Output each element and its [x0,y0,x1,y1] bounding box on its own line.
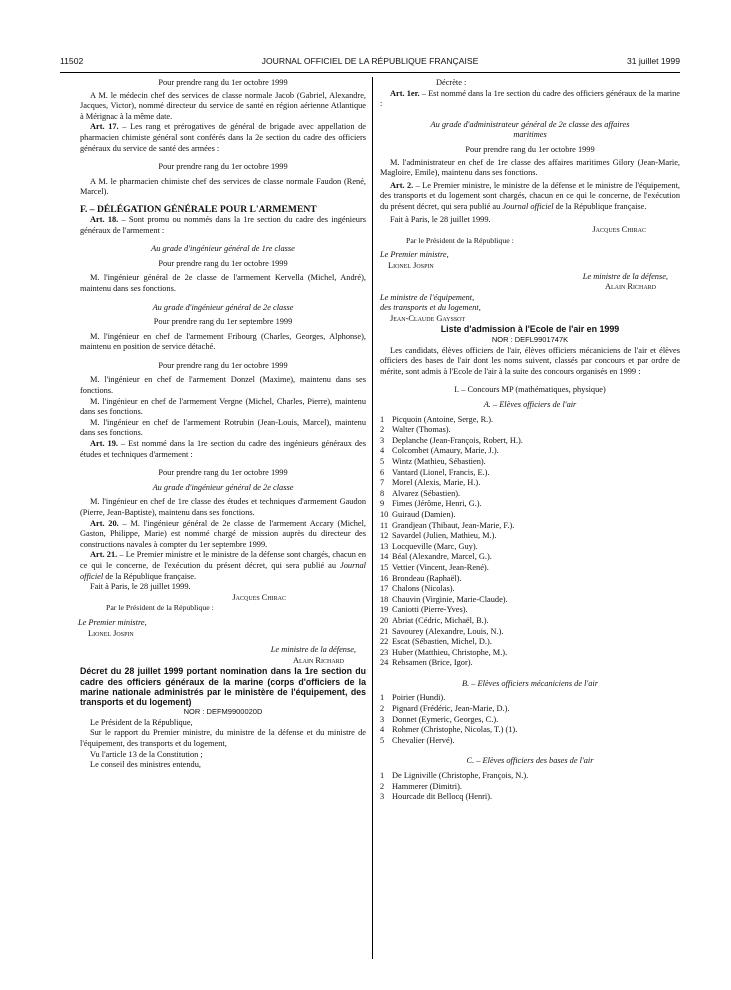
rank-number: 23 [380,647,389,657]
rang-line: Pour prendre rang du 1er septembre 1999 [153,317,293,327]
rank-number: 12 [380,531,389,541]
candidate-name: Chauvin (Virginie, Marie-Claude). [392,594,508,604]
list-item [380,771,680,782]
candidate-name: Savourey (Alexandre, Louis, N.). [392,626,504,636]
rang-line: Pour prendre rang du 1er octobre 1999 [158,468,288,478]
article-text: – Le Premier ministre, le ministre de la défense et le ministre de l'équipement, des transports et du logement sont chargés, chacun en ce qui le concerne, de l'exécution du présent décret, qui sera publié au [380,180,680,211]
paragraph-fribourg: M. l'ingénieur en chef de l'armement Fribourg (Charles, Georges, Alphonse), maintenu en position de service détaché. [80,331,366,352]
fait-line: Fait à Paris, le 28 juillet 1999. [390,214,491,224]
list-item [380,510,680,521]
candidate-name: Picquoin (Antoine, Serge, R.). [392,414,494,424]
fait-line: Fait à Paris, le 28 juillet 1999. [90,582,191,592]
liste-title: Liste d'admission à l'Ecole de l'air en 1999 [440,324,620,335]
rank-number: 16 [380,573,389,583]
list-item [380,425,680,436]
rank-number: 11 [380,520,389,530]
paragraph-president: Le Président de la République, [90,717,193,727]
page-number: 11502 [60,56,84,66]
grade-heading: Au grade d'ingénieur général de 1re classe [151,244,295,254]
journal-officiel-ref: Journal officiel [502,201,554,211]
rang-line: Pour prendre rang du 1er octobre 1999 [158,360,288,370]
article-text: – Le Premier ministre et le ministre de la défense sont chargés, chacun en ce qui le concerne, de l'exécution du présent décret, qui sera publié au [80,550,366,570]
paragraph-rotrubin: M. l'ingénieur en chef de l'armement Rotrubin (Jean-Louis, Marcel), maintenu dans ses fonctions. [80,417,366,438]
paragraph-vergne: M. l'ingénieur en chef de l'armement Vergne (Michel, Charles, Pierre), maintenu dans ses fonctions. [80,396,366,417]
list-item [380,499,680,510]
pm-title: Le Premier ministre, [78,617,147,627]
rank-number: 6 [380,467,385,477]
article-21 [80,550,366,582]
list-item [380,415,680,426]
candidate-name: Alvarez (Sébastien). [392,488,461,498]
decree-nor: NOR : DEFM9900020D [183,707,263,717]
article-label: Art. 17. [90,122,119,132]
par-president: Par le Président de la République : [106,603,214,613]
section-heading-f: F. – DÉLÉGATION GÉNÉRALE POUR L'ARMEMENT [80,203,317,215]
defense-title: Le ministre de la défense, [582,271,668,281]
rank-number: 17 [380,584,389,594]
issue-date: 31 juillet 1999 [626,56,680,66]
article-label: Art. 19. [90,439,118,449]
candidate-name: Deplanche (Jean-François, Robert, H.). [392,435,523,445]
equipement-title-2: des transports et du logement, [380,303,481,313]
candidate-name: Rohmer (Christophe, Nicolas, T.) (1). [392,725,518,735]
candidate-name: Savardel (Julien, Mathieu, M.). [392,531,497,541]
candidate-name: Rebsamen (Brice, Igor). [392,658,473,668]
list-item [380,446,680,457]
article-text: – Est nommé dans la 1re section du cadre des ingénieurs généraux des études et techniques d'armement : [80,439,367,459]
rang-line: Pour prendre rang du 1er octobre 1999 [158,162,288,172]
rank-number: 14 [380,552,389,562]
list-item [380,616,680,627]
rank-number: 5 [380,457,385,466]
list-item [380,715,680,726]
candidate-name: Hourcade dit Bellocq (Henri). [392,792,493,802]
article-19 [80,439,366,460]
rank-number: 18 [380,594,389,604]
candidate-name: Guiraud (Damien). [392,509,456,519]
rank-number: 4 [380,725,385,735]
list-item [380,521,680,532]
rank-number: 8 [380,488,385,498]
paragraph-donzel: M. l'ingénieur en chef de l'armement Donzel (Maxime), maintenu dans ses fonctions. [80,375,366,396]
left-column [80,78,366,771]
concours-title: I. – Concours MP (mathématiques, physique) [454,385,606,395]
rang-line: Pour prendre rang du 1er octobre 1999 [465,144,595,154]
list-item [380,584,680,595]
article-label: Art. 20. [90,518,119,528]
candidate-name: Abriat (Cédric, Michaël, B.). [392,615,489,625]
paragraph-jacob: A M. le médecin chef des services de classe normale Jacob (Gabriel, Alexandre, Jacques, Victor), nommé directeur du service de santé en région aérienne Atlantique à Mérignac à la même date. [80,90,366,121]
article-17 [80,122,366,154]
pm-name: Lionel Jospin [88,628,134,638]
list-item [380,552,680,563]
right-column [380,78,680,803]
pm-name: Lionel Jospin [388,260,434,270]
candidate-name: Grandjean (Thibaut, Jean-Marie, F.). [392,520,515,530]
page-header [60,56,680,70]
candidate-name: Wintz (Mathieu, Sébastien). [392,457,486,466]
list-item [380,468,680,479]
rank-number: 21 [380,626,389,636]
candidate-name: Morel (Alexis, Marie, H.). [392,478,481,488]
article-text-end: de la République française. [103,571,197,581]
paragraph-kervella: M. l'ingénieur général de 2e classe de l'armement Kervella (Michel, André), maintenu dans ses fonctions. [80,273,366,293]
rank-number: 22 [380,637,389,647]
list-item [380,627,680,638]
candidate-name: Chalons (Nicolas). [392,584,455,594]
rank-number: 15 [380,562,389,572]
rank-number: 1 [380,771,385,781]
article-20 [80,519,366,551]
candidate-name: Colcombet (Amaury, Marie, J.). [392,446,499,456]
article-2 [380,181,680,213]
category-heading-c: C. – Elèves officiers des bases de l'air [466,756,594,766]
decrete: Décrète : [436,78,467,87]
rank-number: 13 [380,541,389,551]
rank-number: 3 [380,435,385,445]
paragraph-gilory: M. l'administrateur en chef de 1re classe des affaires maritimes Gilory (Jean-Marie, Magloire, Emile), maintenu dans ses fonctions. [380,157,680,178]
category-heading-a: A. – Elèves officiers de l'air [483,400,577,410]
rank-number: 2 [380,781,385,791]
candidate-name: Béal (Alexandre, Marcel, G.). [392,552,492,562]
candidate-name: Vantard (Lionel, Francis, E.). [392,467,490,477]
rank-number: 2 [380,704,385,714]
candidate-name: Donnet (Eymeric, Georges, C.). [392,714,499,724]
decree-title: Décret du 28 juillet 1999 portant nomination dans la 1re section du cadre des officiers généraux de la marine (corps d'officiers de la marine nationale administrés par le ministère de l'équipement, des transports et du logement) [80,666,366,707]
article-text-end: de la République française. [553,201,647,211]
candidate-name: Chevalier (Hervé). [392,735,455,745]
article-18 [80,215,366,236]
paragraph-faudon: A M. le pharmacien chimiste chef des services de classe normale Faudon (René, Marcel). [80,176,366,197]
article-text: – Est nommé dans la 1re section du cadre des officiers généraux de la marine : [380,88,680,109]
defense-title: Le ministre de la défense, [270,645,356,655]
journal-officiel-ref: Journal officiel [80,560,366,581]
grade-heading: Au grade d'ingénieur général de 2e classe [152,302,294,312]
list-item [380,436,680,447]
rank-number: 4 [380,446,385,456]
article-label: Art. 1er. [390,88,420,98]
signature-president: Jacques Chirac [232,592,286,602]
list-item [380,563,680,574]
list-item [380,605,680,616]
rank-number: 3 [380,714,385,724]
rang-line: Pour prendre rang du 1er octobre 1999 [158,258,288,268]
admission-list-a [380,415,680,669]
candidate-name: Escat (Sébastien, Michel, D.). [392,637,492,647]
paragraph-vu: Vu l'article 13 de la Constitution ; [90,749,203,759]
signature-president: Jacques Chirac [592,225,646,235]
admission-list-b [380,693,680,746]
list-item [380,542,680,553]
article-text: – Sont promu ou nommés dans la 1re section du cadre des ingénieurs généraux de l'armement : [80,214,367,235]
candidate-name: Hammerer (Dimitri). [392,781,462,791]
candidate-name: Walter (Thomas). [392,425,451,435]
candidate-name: Huber (Matthieu, Christophe, M.). [392,647,508,657]
liste-intro: Les candidats, élèves officiers de l'air, élèves officiers mécaniciens de l'air et élèves officiers des bases de l'air dont les noms suivent, classés par concours et par ordre de mérite, sont admis à l'Ecole de l'air à la suite des concours organisés en 1999 : [380,345,680,376]
candidate-name: Pignard (Frédéric, Jean-Marie, D.). [392,704,510,714]
candidate-name: Fimes (Jérôme, Henri, G.). [392,499,482,509]
list-item [380,792,680,803]
rang-line: Pour prendre rang du 1er octobre 1999 [158,78,288,87]
article-label: Art. 2. [390,180,414,190]
rank-number: 19 [380,605,389,615]
grade-heading: Au grade d'administrateur général de 2e classe des affaires maritimes [430,119,630,140]
rank-number: 10 [380,509,389,519]
candidate-name: De Ligniville (Christophe, François, N.). [392,771,529,781]
equipement-name: Jean-Claude Gayssot [390,313,466,323]
article-label: Art. 18. [90,214,119,224]
article-label: Art. 21. [90,550,118,560]
rank-number: 20 [380,615,389,625]
column-divider [372,77,373,959]
list-item [380,736,680,747]
list-item [380,658,680,669]
list-item [380,531,680,542]
equipement-title-1: Le ministre de l'équipement, [380,292,475,302]
list-item [380,457,680,468]
rank-number: 7 [380,478,385,488]
paragraph-conseil: Le conseil des ministres entendu, [90,760,201,770]
candidate-name: Locqueville (Marc, Guy). [392,541,478,551]
journal-title: JOURNAL OFFICIEL DE LA RÉPUBLIQUE FRANÇAISE [261,56,479,66]
header-rule [60,72,680,73]
list-item [380,574,680,585]
rank-number: 1 [380,693,385,703]
candidate-name: Caniotti (Pierre-Yves). [392,605,468,615]
defense-name: Alain Richard [292,655,344,665]
admission-list-c [380,771,680,803]
list-item [380,595,680,606]
article-text: – M. l'ingénieur général de 2e classe de l'armement Accary (Michel, Gaston, Philippe, Marie) est nommé chargé de mission auprès du directeur des constructions navales à compter du 1er septembre 1999. [80,518,367,549]
rank-number: 9 [380,499,385,509]
defense-name: Alain Richard [604,282,656,292]
list-item [380,489,680,500]
list-item [380,725,680,736]
pm-title: Le Premier ministre, [380,250,449,260]
liste-nor: NOR : DEFL9901747K [491,335,569,345]
candidate-name: Poirier (Hundi). [392,693,446,703]
paragraph-rapport: Sur le rapport du Premier ministre, du ministre de la défense et du ministre de l'équipement, des transports et du logement, [80,728,366,748]
list-item [380,704,680,715]
list-item [380,648,680,659]
list-item [380,637,680,648]
article-1 [380,89,680,110]
category-heading-b: B. – Elèves officiers mécaniciens de l'air [462,678,598,688]
candidate-name: Brondeau (Raphaël). [392,573,462,583]
paragraph-gaudon: M. l'ingénieur en chef de 1re classe des études et techniques d'armement Gaudon (Pierre, Jean-Baptiste), maintenu dans ses fonctions. [80,497,366,517]
grade-heading: Au grade d'ingénieur général de 2e classe [152,482,294,492]
rank-number: 5 [380,735,385,745]
list-item [380,782,680,793]
rank-number: 24 [380,658,389,668]
rank-number: 1 [380,414,385,424]
list-item [380,478,680,489]
article-text: – Les rang et prérogatives de général de brigade avec appellation de pharmacien chimiste général sont conférés dans la 2e section du cadre des officiers généraux du service de santé des armées : [80,122,367,153]
rank-number: 3 [380,792,385,802]
rank-number: 2 [380,425,385,435]
list-item [380,693,680,704]
candidate-name: Vettier (Vincent, Jean-René). [392,562,489,572]
par-president: Par le Président de la République : [406,235,514,245]
